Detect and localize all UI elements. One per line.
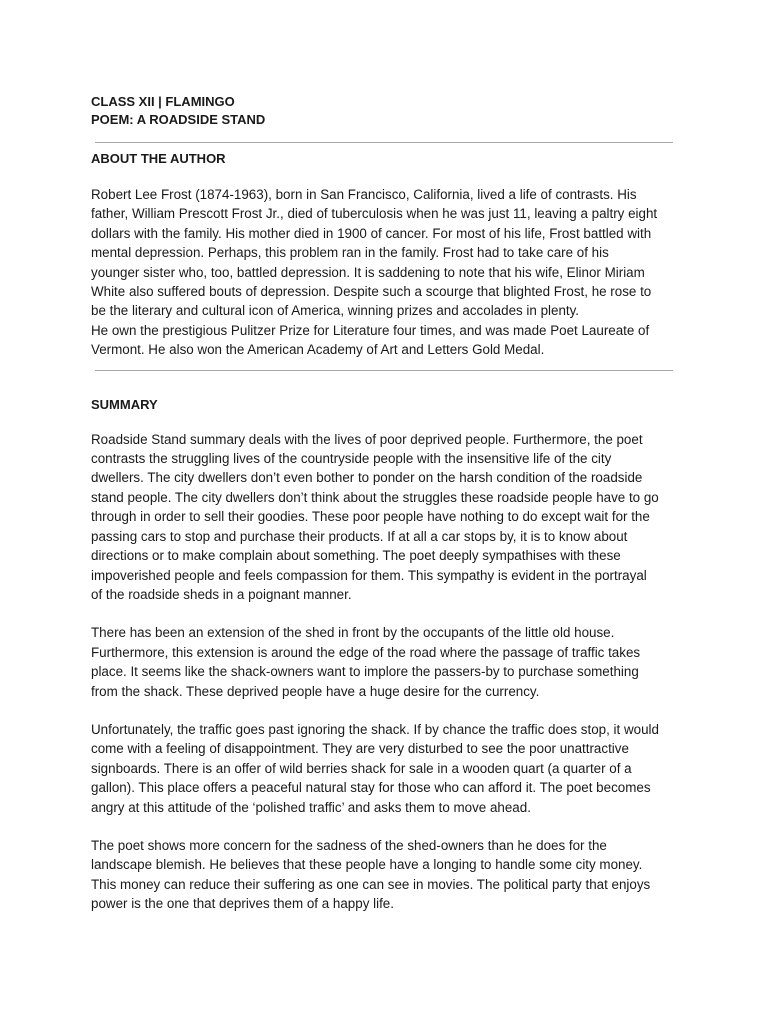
text-line: Vermont. He also won the American Academy of Art and Letters Gold Medal.: [91, 342, 545, 358]
text-line: impoverished people and feels compassion for them. This sympathy is evident in the portrayal: [91, 567, 647, 583]
text-line: passing cars to stop and purchase their products. If at all a car stops by, it is to know about: [91, 528, 628, 544]
text-line: Robert Lee Frost (1874-1963), born in San Francisco, California, lived a life of contrasts. His: [91, 187, 637, 202]
text-line: dollars with the family. His mother died in 1900 of cancer. For most of his life, Frost battled with: [91, 225, 652, 241]
summary-paragraph-2: [91, 623, 681, 701]
text-line: mental depression. Perhaps, this problem ran in the family. Frost had to take care of his: [91, 245, 609, 261]
text-line: He own the prestigious Pulitzer Prize for Literature four times, and was made Poet Laureate of: [91, 322, 650, 338]
document-page: [91, 93, 681, 914]
summary-paragraph-3: [91, 720, 681, 817]
text-line: Furthermore, this extension is around the edge of the road where the passage of traffic takes: [91, 644, 641, 660]
text-line: Roadside Stand summary deals with the lives of poor deprived people. Furthermore, the poet: [91, 431, 643, 447]
text-line: through in order to sell their goodies. These poor people have nothing to do except wait for the: [91, 509, 650, 525]
text-line: White also suffered bouts of depression. Despite such a scourge that blighted Frost, he rose to: [91, 284, 652, 300]
text-line: younger sister who, too, battled depression. It is saddening to note that his wife, Elinor Miriam: [91, 264, 645, 280]
text-line: landscape blemish. He believes that these people have a longing to handle some city money.: [91, 857, 643, 873]
text-line: of the roadside sheds in a poignant manner.: [91, 586, 352, 602]
class-title: CLASS XII | FLAMINGO: [91, 94, 235, 109]
text-line: angry at this attitude of the ‘polished traffic’ and asks them to move ahead.: [91, 799, 531, 815]
text-line: directions or to make complain about something. The poet deeply sympathises with these: [91, 548, 621, 564]
text-line: from the shack. These deprived people have a huge desire for the currency.: [91, 683, 540, 699]
text-line: be the literary and cultural icon of America, winning prizes and accolades in plenty.: [91, 303, 580, 319]
text-line: dwellers. The city dwellers don’t even bother to ponder on the harsh condition of the roadside: [91, 470, 643, 486]
summary-paragraph-1: [91, 430, 681, 605]
about-paragraph: [91, 185, 681, 360]
text-line: contrasts the struggling lives of the countryside people with the insensitive life of the city: [91, 451, 612, 467]
text-line: place. It seems like the shack-owners want to implore the passers-by to purchase something: [91, 664, 639, 680]
text-line: Unfortunately, the traffic goes past ignoring the shack. If by chance the traffic does stop, it would: [91, 721, 659, 737]
poem-title: POEM: A ROADSIDE STAND: [91, 112, 266, 127]
summary-paragraph-4: [91, 836, 681, 914]
divider: [95, 370, 673, 371]
summary-heading: SUMMARY: [91, 396, 158, 412]
text-line: There has been an extension of the shed in front by the occupants of the little old house.: [91, 625, 615, 641]
text-line: gallon). This place offers a peaceful natural stay for those who can afford it. The poet becomes: [91, 780, 651, 796]
divider: [95, 142, 673, 143]
text-line: The poet shows more concern for the sadness of the shed-owners than he does for the: [91, 837, 607, 853]
text-line: stand people. The city dwellers don’t think about the struggles these roadside people have to go: [91, 489, 659, 505]
text-line: signboards. There is an offer of wild berries shack for sale in a wooden quart (a quarter of a: [91, 760, 632, 776]
text-line: This money can reduce their suffering as one can see in movies. The political party that enjoys: [91, 876, 651, 892]
text-line: father, William Prescott Frost Jr., died of tuberculosis when he was just 11, leaving a paltry eight: [91, 206, 658, 222]
text-line: come with a feeling of disappointment. They are very disturbed to see the poor unattractive: [91, 741, 629, 757]
about-heading: ABOUT THE AUTHOR: [91, 151, 226, 166]
text-line: power is the one that deprives them of a happy life.: [91, 896, 394, 912]
